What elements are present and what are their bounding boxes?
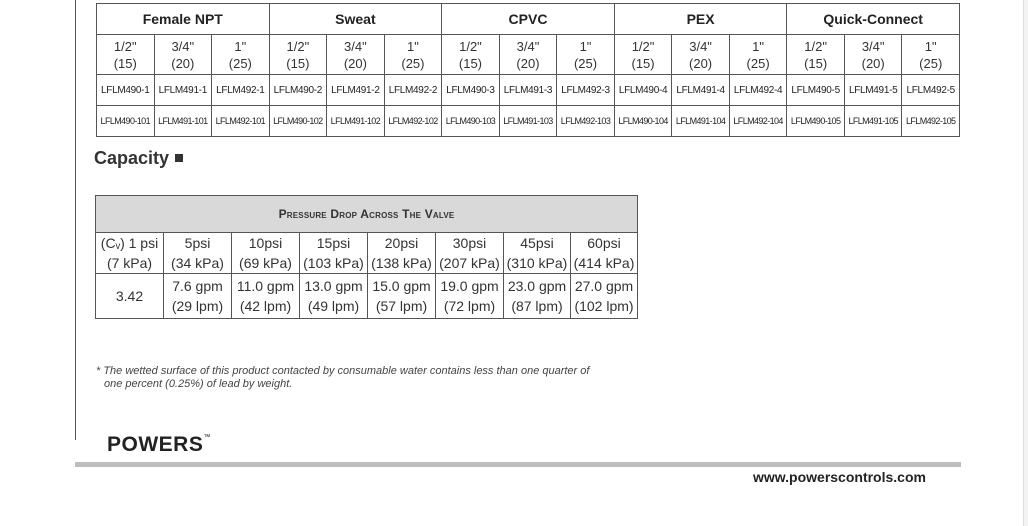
cv-header-line2: (7 kPa)	[106, 255, 153, 271]
left-margin-rule	[75, 0, 76, 440]
model-number-cell: LFLM492-5	[902, 75, 960, 106]
model-number-cell: LFLM491-102	[327, 106, 385, 137]
pressure-psi: 60psi	[587, 235, 621, 251]
size-inches: 3/4"	[861, 38, 885, 54]
pressure-psi: 10psi	[248, 235, 283, 251]
connection-type-header-row	[97, 4, 960, 35]
size-cell	[97, 35, 155, 75]
trademark-symbol: ™	[203, 434, 211, 441]
size-mm: (25)	[401, 55, 425, 71]
cv-header-cell	[96, 233, 164, 274]
size-mm: (15)	[458, 55, 483, 71]
size-cell	[844, 35, 902, 75]
pressure-kpa: (414 kPa)	[573, 255, 635, 271]
flow-lpm: (42 lpm)	[239, 298, 292, 314]
model-number-cell: LFLM490-2	[269, 75, 327, 106]
model-number-cell: LFLM492-102	[384, 106, 442, 137]
flow-gpm: 13.0 gpm	[304, 278, 363, 294]
size-row	[97, 35, 960, 75]
pressure-header-cell	[368, 233, 436, 274]
model-number-cell: LFLM491-103	[499, 106, 557, 137]
model-number-cell: LFLM490-101	[97, 106, 155, 137]
model-row	[97, 106, 960, 137]
pressure-header-cell	[436, 233, 504, 274]
size-mm: (25)	[573, 55, 598, 71]
model-number-cell: LFLM490-3	[442, 75, 500, 106]
capacity-title: Capacity	[94, 148, 170, 168]
flow-value-cell	[571, 274, 638, 319]
size-cell	[902, 35, 960, 75]
model-number-cell: LFLM492-2	[384, 75, 442, 106]
website-url: www.powerscontrols.com	[753, 469, 926, 485]
model-row	[97, 75, 960, 106]
size-mm: (15)	[113, 55, 137, 71]
size-mm: (25)	[228, 55, 252, 71]
flow-gpm: 15.0 gpm	[372, 278, 431, 294]
flow-gpm: 11.0 gpm	[236, 278, 295, 294]
model-number-cell: LFLM491-104	[672, 106, 730, 137]
size-mm: (15)	[286, 55, 310, 71]
flow-value-cell	[300, 274, 368, 319]
model-number-cell: LFLM492-4	[729, 75, 787, 106]
size-inches: 3/4"	[516, 38, 540, 54]
size-mm: (15)	[631, 55, 655, 71]
size-mm: (15)	[804, 55, 828, 71]
lead-content-footnote	[96, 365, 646, 391]
pressure-kpa: (310 kPa)	[506, 255, 568, 271]
flow-lpm: (49 lpm)	[307, 298, 360, 314]
pressure-header-cell	[300, 233, 368, 274]
size-cell	[327, 35, 385, 75]
model-number-cell: LFLM490-5	[787, 75, 845, 106]
powers-logo	[107, 433, 211, 457]
flow-gpm: 19.0 gpm	[440, 278, 499, 294]
model-number-cell: LFLM492-101	[212, 106, 270, 137]
model-number-cell: LFLM492-104	[729, 106, 787, 137]
footer-divider	[75, 462, 961, 467]
size-mm: (20)	[516, 55, 540, 71]
size-mm: (20)	[343, 55, 367, 71]
size-cell	[442, 35, 500, 75]
size-cell	[154, 35, 212, 75]
pressure-psi: 5psi	[184, 235, 211, 251]
size-cell	[614, 35, 672, 75]
model-number-cell: LFLM492-103	[557, 106, 615, 137]
pressure-header-row	[96, 233, 638, 274]
size-cell	[729, 35, 787, 75]
model-number-cell: LFLM490-102	[269, 106, 327, 137]
square-bullet-icon	[175, 154, 183, 162]
logo-text: POWERS	[107, 433, 204, 456]
pressure-kpa: (103 kPa)	[303, 255, 364, 271]
size-cell	[787, 35, 845, 75]
model-number-cell: LFLM490-103	[442, 106, 500, 137]
header-cpvc: CPVC	[442, 4, 615, 35]
flow-gpm: 7.6 gpm	[172, 278, 223, 294]
size-inches: 1/2"	[459, 38, 482, 54]
cv-value-cell: 3.42	[96, 274, 164, 319]
model-number-cell: LFLM492-3	[557, 75, 615, 106]
size-cell	[557, 35, 615, 75]
header-pex: PEX	[614, 4, 787, 35]
pressure-header-cell	[232, 233, 300, 274]
model-number-cell: LFLM491-105	[844, 106, 902, 137]
flow-value-cell	[504, 274, 571, 319]
size-mm: (20)	[861, 55, 885, 71]
size-cell	[269, 35, 327, 75]
model-number-cell: LFLM491-3	[499, 75, 557, 106]
size-inches: 1/2"	[631, 38, 655, 54]
size-inches: 1/2"	[804, 38, 827, 54]
size-mm: (20)	[171, 55, 195, 71]
header-sweat: Sweat	[269, 4, 442, 35]
pressure-psi: 45psi	[520, 235, 554, 251]
pressure-header-cell	[164, 233, 232, 274]
pressure-psi: 20psi	[384, 235, 419, 251]
pressure-psi: 30psi	[452, 235, 487, 251]
model-number-cell: LFLM490-4	[614, 75, 672, 106]
size-mm: (25)	[919, 55, 943, 71]
model-number-cell: LFLM491-101	[154, 106, 212, 137]
pressure-header-cell	[504, 233, 571, 274]
model-number-cell: LFLM491-1	[154, 75, 212, 106]
cv-header-line1: (Cᵥ) 1 psi	[100, 235, 159, 251]
model-number-cell: LFLM490-104	[614, 106, 672, 137]
model-number-cell: LFLM491-4	[672, 75, 730, 106]
size-cell	[212, 35, 270, 75]
size-inches: 1/2"	[113, 38, 137, 54]
model-number-cell: LFLM491-2	[327, 75, 385, 106]
size-mm: (20)	[689, 55, 713, 71]
flow-lpm: (29 lpm)	[171, 298, 224, 314]
flow-gpm: 27.0 gpm	[574, 278, 634, 294]
size-inches: 3/4"	[344, 38, 367, 54]
header-quick-connect: Quick-Connect	[787, 4, 960, 35]
header-female-npt: Female NPT	[97, 4, 270, 35]
size-inches: 1"	[234, 38, 247, 54]
size-cell	[499, 35, 557, 75]
capacity-heading	[94, 148, 183, 169]
size-cell	[672, 35, 730, 75]
flow-value-cell	[232, 274, 300, 319]
pressure-kpa: (207 kPa)	[439, 255, 500, 271]
size-inches: 1"	[924, 38, 937, 54]
flow-lpm: (87 lpm)	[511, 298, 563, 314]
footnote-line2: one percent (0.25%) of lead by weight.	[104, 378, 293, 390]
model-number-cell: LFLM492-105	[902, 106, 960, 137]
pressure-header-cell	[571, 233, 638, 274]
flow-lpm: (102 lpm)	[574, 298, 634, 314]
size-inches: 1"	[406, 38, 419, 54]
size-inches: 3/4"	[171, 38, 195, 54]
scrollbar[interactable]	[1023, 0, 1028, 526]
flow-value-cell	[368, 274, 436, 319]
flow-values-row	[96, 274, 638, 319]
pressure-psi: 15psi	[316, 235, 351, 251]
model-number-table	[96, 3, 960, 137]
model-number-cell: LFLM492-1	[212, 75, 270, 106]
flow-value-cell	[164, 274, 232, 319]
flow-lpm: (57 lpm)	[375, 298, 428, 314]
model-number-cell: LFLM490-105	[787, 106, 845, 137]
pressure-kpa: (138 kPa)	[371, 255, 432, 271]
size-cell	[384, 35, 442, 75]
size-mm: (25)	[746, 55, 770, 71]
pressure-kpa: (34 kPa)	[171, 255, 224, 271]
size-inches: 1"	[579, 38, 592, 54]
size-inches: 1"	[752, 38, 765, 54]
flow-gpm: 23.0 gpm	[507, 278, 567, 294]
model-number-cell: LFLM490-1	[97, 75, 155, 106]
pressure-kpa: (69 kPa)	[239, 255, 292, 271]
size-inches: 1/2"	[286, 38, 310, 54]
size-inches: 3/4"	[689, 38, 712, 54]
flow-value-cell	[436, 274, 504, 319]
flow-lpm: (72 lpm)	[443, 298, 496, 314]
pressure-drop-table	[95, 195, 638, 319]
model-number-cell: LFLM491-5	[844, 75, 902, 106]
footnote-line1: * The wetted surface of this product contacted by consumable water contains less than one quarter of	[96, 365, 590, 377]
pressure-table-title: Pressure Drop Across The Valve	[96, 196, 638, 233]
